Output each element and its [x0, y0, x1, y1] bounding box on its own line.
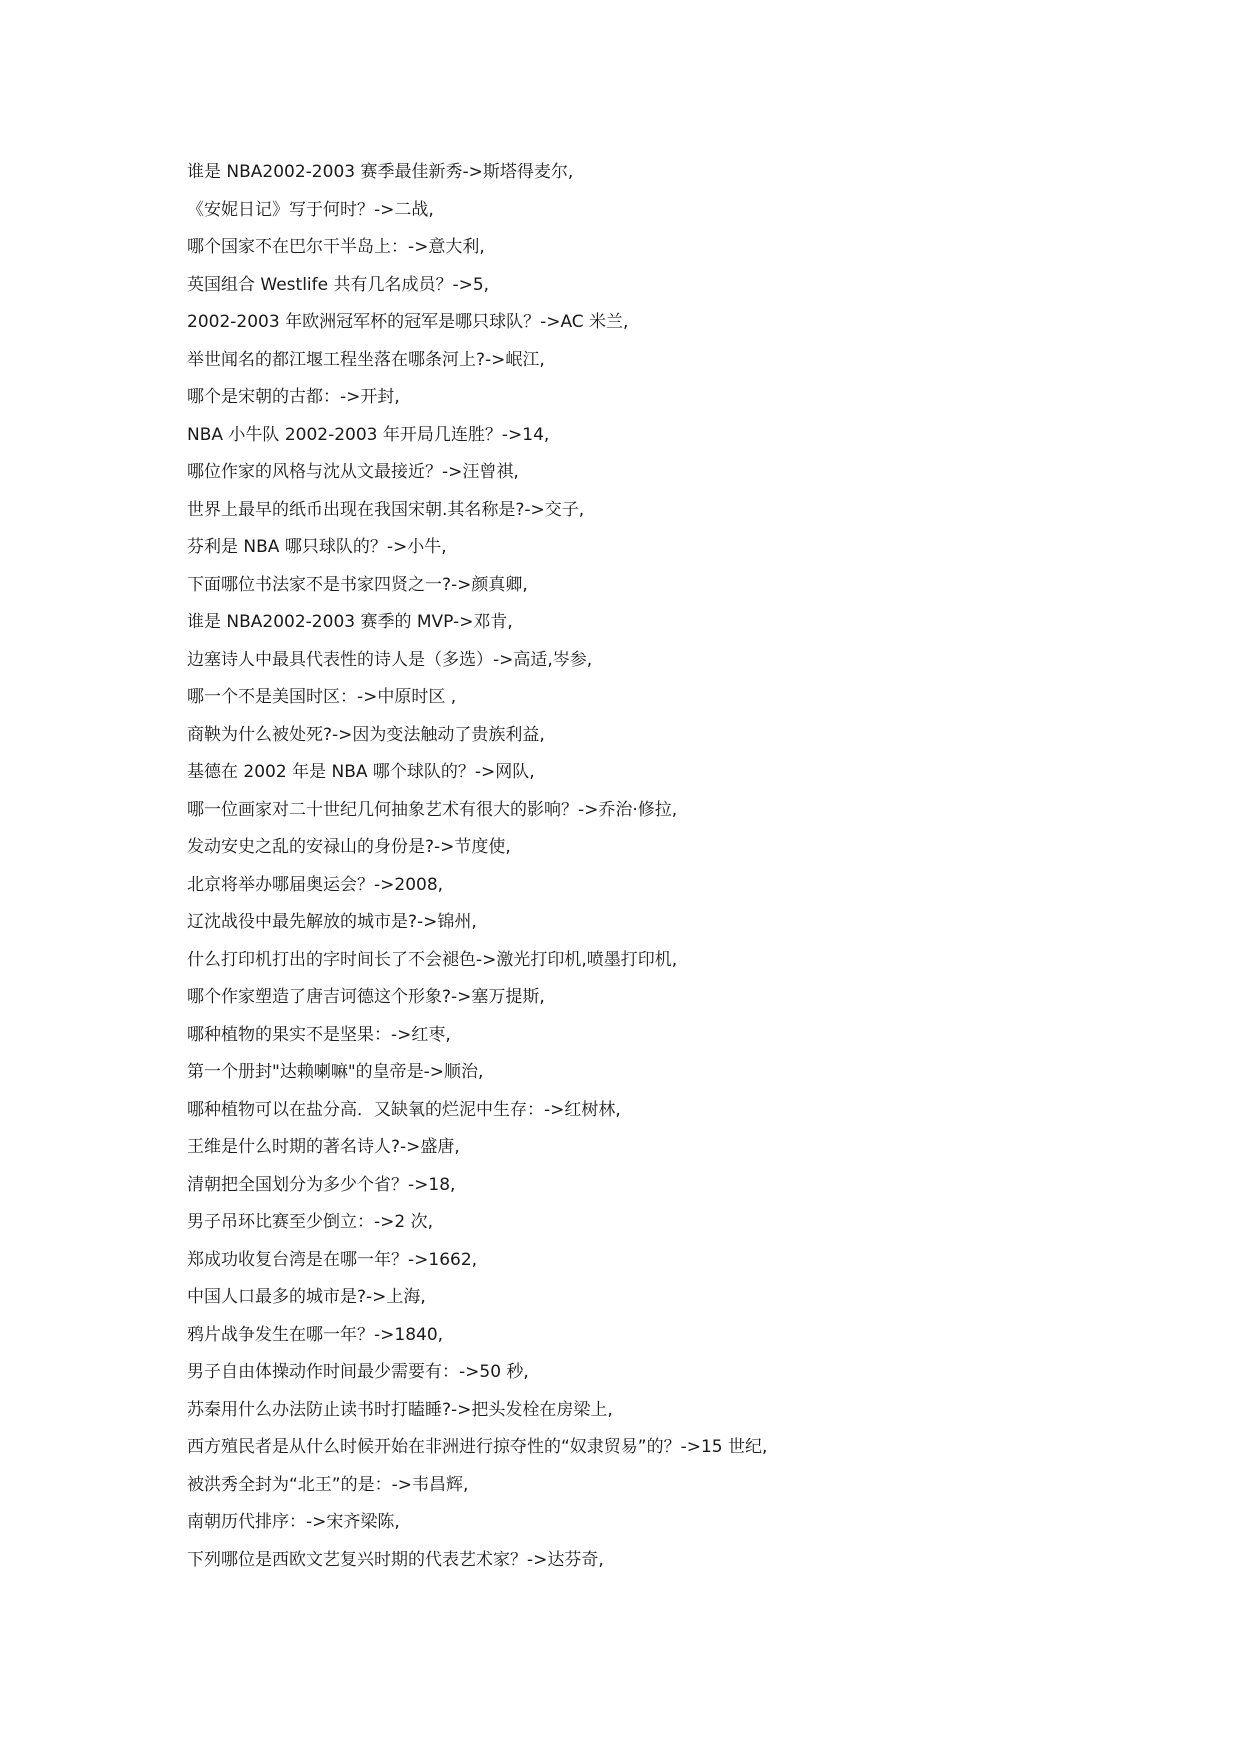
qa-line: 哪种植物可以在盐分高．又缺氧的烂泥中生存：->红树林,	[187, 1099, 621, 1120]
qa-line: 谁是 NBA2002-2003 赛季的 MVP->邓肯,	[187, 612, 513, 632]
qa-line: 哪个国家不在巴尔干半岛上：->意大利,	[187, 237, 485, 257]
qa-line: 辽沈战役中最先解放的城市是?->锦州,	[187, 912, 477, 932]
qa-line: 王维是什么时期的著名诗人?->盛唐,	[187, 1137, 460, 1157]
qa-line: 哪个是宋朝的古都：->开封,	[187, 387, 400, 407]
qa-line: 哪一个不是美国时区：->中原时区 ,	[187, 687, 457, 707]
qa-line: NBA 小牛队 2002-2003 年开局几连胜？->14,	[187, 424, 550, 445]
qa-line: 下列哪位是西欧文艺复兴时期的代表艺术家？->达芬奇,	[187, 1549, 604, 1570]
qa-line: 苏秦用什么办法防止读书时打瞌睡?->把头发栓在房梁上,	[187, 1399, 613, 1420]
qa-line: 郑成功收复台湾是在哪一年？->1662,	[187, 1249, 478, 1270]
qa-line: 哪种植物的果实不是坚果：->红枣,	[187, 1024, 451, 1045]
qa-line: 南朝历代排序：->宋齐梁陈,	[187, 1512, 400, 1532]
qa-line: 谁是 NBA2002-2003 赛季最佳新秀->斯塔得麦尔,	[187, 162, 574, 182]
qa-line: 英国组合 Westlife 共有几名成员？->5,	[187, 274, 490, 295]
qa-line: 被洪秀全封为“北王”的是：->韦昌辉,	[187, 1474, 469, 1495]
qa-line: 男子吊环比赛至少倒立：->2 次,	[187, 1212, 434, 1232]
qa-line: 发动安史之乱的安禄山的身份是?->节度使,	[187, 837, 511, 857]
qa-line: 哪位作家的风格与沈从文最接近？->汪曾祺,	[187, 462, 519, 482]
qa-line: 哪个作家塑造了唐吉诃德这个形象?->塞万提斯,	[187, 987, 545, 1007]
qa-line: 清朝把全国划分为多少个省？->18,	[187, 1174, 456, 1195]
qa-line: 西方殖民者是从什么时候开始在非洲进行掠夺性的“奴隶贸易”的？->15 世纪,	[187, 1437, 768, 1457]
qa-line: 中国人口最多的城市是?->上海,	[187, 1287, 426, 1307]
qa-list	[187, 154, 1147, 1579]
qa-line: 世界上最早的纸币出现在我国宋朝.其名称是?->交子,	[187, 499, 585, 520]
qa-line: 哪一位画家对二十世纪几何抽象艺术有很大的影响？->乔治·修拉,	[187, 799, 678, 820]
qa-line: 男子自由体操动作时间最少需要有：->50 秒,	[187, 1362, 529, 1382]
qa-line: 芬利是 NBA 哪只球队的？->小牛,	[187, 537, 447, 557]
qa-line: 2002-2003 年欧洲冠军杯的冠军是哪只球队？->AC 米兰,	[187, 312, 629, 332]
qa-line: 下面哪位书法家不是书家四贤之一?->颜真卿,	[187, 574, 528, 595]
qa-line: 边塞诗人中最具代表性的诗人是（多选）->高适,岑参,	[187, 649, 593, 670]
qa-line: 第一个册封"达赖喇嘛"的皇帝是->顺治,	[187, 1062, 484, 1082]
qa-line: 什么打印机打出的字时间长了不会褪色->激光打印机,喷墨打印机,	[187, 949, 678, 970]
qa-line: 鸦片战争发生在哪一年？->1840,	[187, 1324, 444, 1345]
qa-line: 北京将举办哪届奥运会？->2008,	[187, 874, 444, 895]
qa-line: 《安妮日记》写于何时？->二战,	[187, 199, 434, 220]
qa-line: 举世闻名的都江堰工程坐落在哪条河上?->岷江,	[187, 349, 545, 370]
qa-line: 商鞅为什么被处死?->因为变法触动了贵族利益,	[187, 724, 545, 745]
qa-line: 基德在 2002 年是 NBA 哪个球队的？->网队,	[187, 762, 535, 782]
